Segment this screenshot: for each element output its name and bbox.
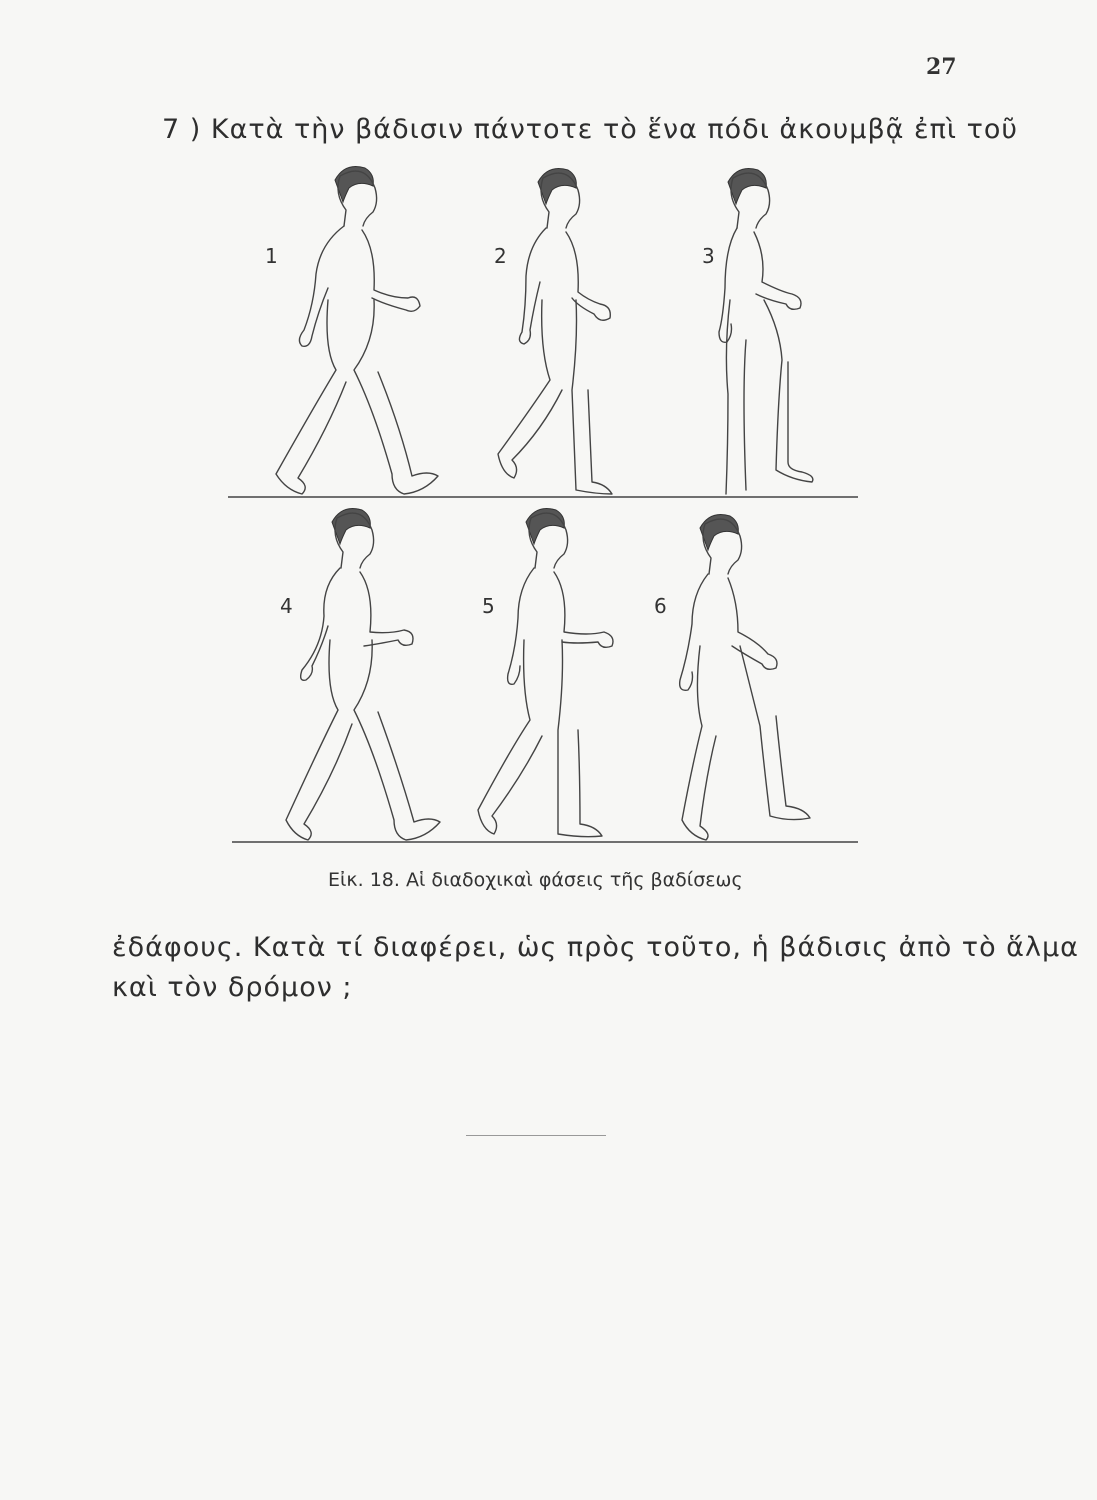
walker-figure-3 <box>719 169 813 495</box>
phase-label-6: 6 <box>654 594 667 618</box>
page-number: 27 <box>926 54 957 80</box>
walker-figure-6 <box>680 515 810 841</box>
bottom-rule <box>466 1135 606 1136</box>
walker-figure-2 <box>498 169 612 495</box>
walker-figure-5 <box>478 509 613 837</box>
phase-label-4: 4 <box>280 594 293 618</box>
phase-label-5: 5 <box>482 594 495 618</box>
figure-caption: Εἰκ. 18. Αἱ διαδοχικαὶ φάσεις τῆς βαδίσεως <box>328 869 743 891</box>
walker-figure-4 <box>286 509 440 841</box>
paragraph-line-1: ἐδάφους. Κατὰ τί διαφέρει, ὡς πρὸς τοῦτο, ἡ βάδισις ἀπὸ τὸ ἅλμα <box>112 932 1079 963</box>
walker-figure-1 <box>276 167 438 495</box>
phase-label-3: 3 <box>702 244 715 268</box>
phase-label-1: 1 <box>265 244 278 268</box>
paragraph-line-2: καὶ τὸν δρόμον ; <box>112 972 353 1003</box>
intro-text: 7 ) Κατὰ τὴν βάδισιν πάντοτε τὸ ἕνα πόδι ἀκουμβᾷ ἐπὶ τοῦ <box>162 114 1019 145</box>
phase-label-2: 2 <box>494 244 507 268</box>
